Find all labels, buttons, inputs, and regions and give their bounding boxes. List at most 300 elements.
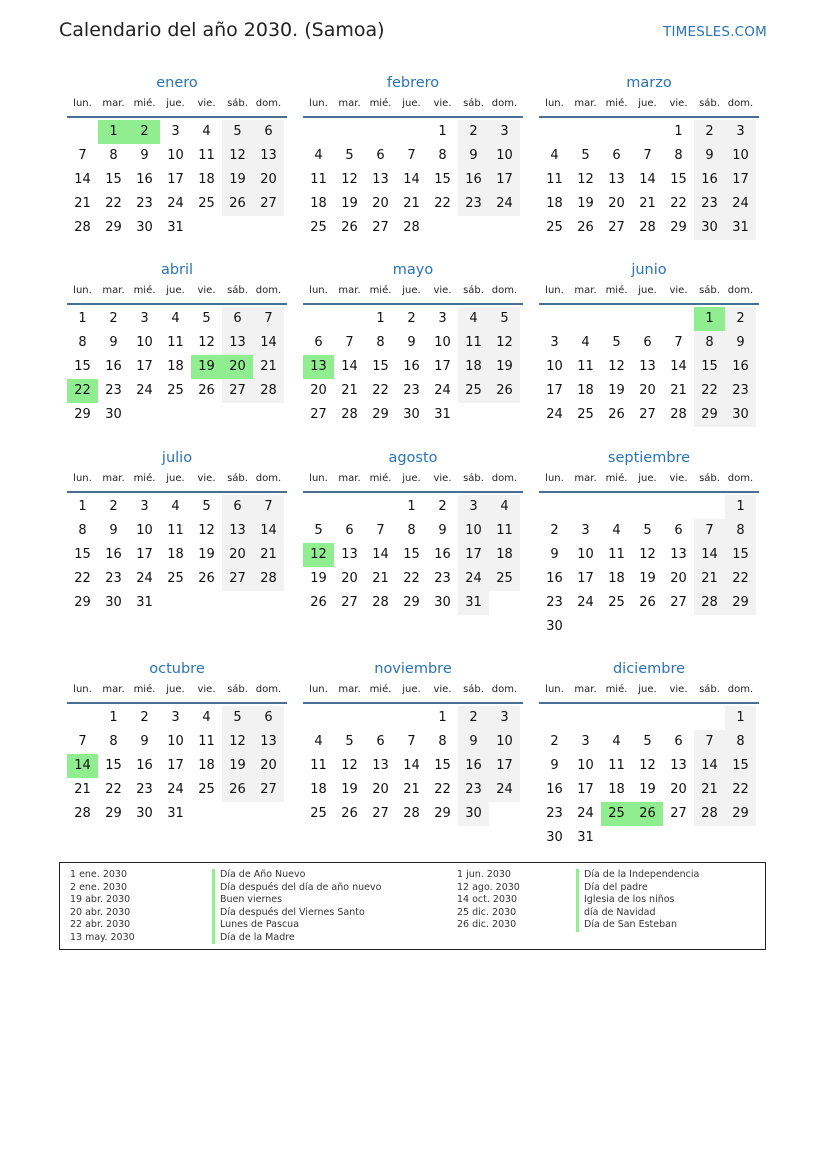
day-cell[interactable]: 13 xyxy=(670,547,687,562)
day-cell[interactable]: 30 xyxy=(725,403,756,427)
day-cell[interactable]: 3 xyxy=(140,311,149,326)
day-cell[interactable]: 9 xyxy=(694,144,725,168)
day-cell[interactable]: 1 xyxy=(78,499,87,514)
day-cell[interactable]: 9 xyxy=(550,547,559,562)
day-cell[interactable]: 24 xyxy=(489,778,520,802)
day-cell[interactable]: 25 xyxy=(198,196,215,211)
day-cell[interactable]: 28 xyxy=(639,220,656,235)
day-cell-holiday[interactable]: 1 xyxy=(694,307,725,331)
day-cell[interactable]: 28 xyxy=(74,220,91,235)
day-cell[interactable]: 4 xyxy=(314,148,323,163)
day-cell[interactable]: 14 xyxy=(341,359,358,374)
day-cell[interactable]: 2 xyxy=(109,499,118,514)
day-cell[interactable]: 25 xyxy=(489,567,520,591)
day-cell[interactable]: 30 xyxy=(694,216,725,240)
day-cell[interactable]: 12 xyxy=(608,359,625,374)
day-cell[interactable]: 17 xyxy=(577,782,594,797)
day-cell[interactable]: 27 xyxy=(341,595,358,610)
day-cell[interactable]: 23 xyxy=(458,192,489,216)
day-cell[interactable]: 23 xyxy=(136,196,153,211)
day-cell[interactable]: 23 xyxy=(725,379,756,403)
day-cell[interactable]: 4 xyxy=(202,124,211,139)
day-cell[interactable]: 4 xyxy=(489,495,520,519)
day-cell[interactable]: 15 xyxy=(372,359,389,374)
day-cell[interactable]: 17 xyxy=(458,543,489,567)
day-cell[interactable]: 6 xyxy=(253,120,284,144)
day-cell[interactable]: 8 xyxy=(674,148,683,163)
day-cell[interactable]: 24 xyxy=(434,383,451,398)
day-cell[interactable]: 15 xyxy=(74,547,91,562)
day-cell[interactable]: 30 xyxy=(546,830,563,845)
day-cell[interactable]: 11 xyxy=(489,519,520,543)
day-cell[interactable]: 30 xyxy=(105,407,122,422)
day-cell[interactable]: 19 xyxy=(310,571,327,586)
day-cell[interactable]: 9 xyxy=(458,730,489,754)
day-cell[interactable]: 7 xyxy=(253,495,284,519)
day-cell[interactable]: 3 xyxy=(458,495,489,519)
day-cell[interactable]: 15 xyxy=(694,355,725,379)
day-cell[interactable]: 10 xyxy=(136,523,153,538)
day-cell[interactable]: 21 xyxy=(403,196,420,211)
day-cell[interactable]: 7 xyxy=(694,519,725,543)
day-cell[interactable]: 7 xyxy=(253,307,284,331)
day-cell[interactable]: 11 xyxy=(310,172,327,187)
day-cell[interactable]: 16 xyxy=(725,355,756,379)
day-cell[interactable]: 6 xyxy=(345,523,354,538)
day-cell[interactable]: 24 xyxy=(546,407,563,422)
day-cell[interactable]: 9 xyxy=(109,523,118,538)
day-cell[interactable]: 29 xyxy=(670,220,687,235)
day-cell[interactable]: 2 xyxy=(140,710,149,725)
day-cell[interactable]: 3 xyxy=(550,335,559,350)
day-cell[interactable]: 29 xyxy=(105,220,122,235)
day-cell[interactable]: 16 xyxy=(434,547,451,562)
day-cell[interactable]: 9 xyxy=(725,331,756,355)
day-cell[interactable]: 10 xyxy=(434,335,451,350)
day-cell[interactable]: 2 xyxy=(407,311,416,326)
day-cell[interactable]: 17 xyxy=(489,754,520,778)
day-cell[interactable]: 5 xyxy=(489,307,520,331)
day-cell[interactable]: 12 xyxy=(222,730,253,754)
day-cell[interactable]: 4 xyxy=(314,734,323,749)
day-cell[interactable]: 9 xyxy=(140,734,149,749)
day-cell[interactable]: 11 xyxy=(167,523,184,538)
day-cell[interactable]: 5 xyxy=(345,734,354,749)
day-cell[interactable]: 16 xyxy=(546,571,563,586)
day-cell[interactable]: 25 xyxy=(198,782,215,797)
day-cell[interactable]: 20 xyxy=(253,168,284,192)
day-cell[interactable]: 25 xyxy=(608,595,625,610)
day-cell[interactable]: 14 xyxy=(372,547,389,562)
day-cell[interactable]: 28 xyxy=(670,407,687,422)
day-cell[interactable]: 17 xyxy=(725,168,756,192)
day-cell[interactable]: 4 xyxy=(458,307,489,331)
day-cell[interactable]: 17 xyxy=(167,758,184,773)
day-cell[interactable]: 1 xyxy=(674,124,683,139)
day-cell[interactable]: 25 xyxy=(310,220,327,235)
day-cell[interactable]: 16 xyxy=(694,168,725,192)
day-cell[interactable]: 10 xyxy=(136,335,153,350)
day-cell[interactable]: 15 xyxy=(105,172,122,187)
day-cell[interactable]: 31 xyxy=(458,591,489,615)
day-cell[interactable]: 6 xyxy=(612,148,621,163)
day-cell[interactable]: 25 xyxy=(458,379,489,403)
day-cell[interactable]: 19 xyxy=(222,168,253,192)
day-cell[interactable]: 14 xyxy=(694,543,725,567)
day-cell[interactable]: 30 xyxy=(136,806,153,821)
day-cell[interactable]: 12 xyxy=(198,523,215,538)
day-cell[interactable]: 19 xyxy=(198,547,215,562)
day-cell-holiday[interactable]: 2 xyxy=(129,120,160,144)
day-cell[interactable]: 19 xyxy=(489,355,520,379)
day-cell[interactable]: 5 xyxy=(314,523,323,538)
day-cell[interactable]: 19 xyxy=(639,782,656,797)
day-cell[interactable]: 12 xyxy=(222,144,253,168)
day-cell[interactable]: 14 xyxy=(670,359,687,374)
day-cell[interactable]: 29 xyxy=(725,591,756,615)
day-cell[interactable]: 25 xyxy=(167,383,184,398)
day-cell[interactable]: 21 xyxy=(372,571,389,586)
day-cell[interactable]: 8 xyxy=(78,335,87,350)
day-cell[interactable]: 14 xyxy=(694,754,725,778)
day-cell[interactable]: 12 xyxy=(577,172,594,187)
day-cell[interactable]: 20 xyxy=(222,543,253,567)
day-cell[interactable]: 23 xyxy=(434,571,451,586)
day-cell[interactable]: 28 xyxy=(341,407,358,422)
day-cell[interactable]: 2 xyxy=(725,307,756,331)
day-cell[interactable]: 8 xyxy=(438,148,447,163)
day-cell[interactable]: 8 xyxy=(407,523,416,538)
day-cell[interactable]: 6 xyxy=(674,523,683,538)
day-cell[interactable]: 6 xyxy=(674,734,683,749)
day-cell[interactable]: 16 xyxy=(105,547,122,562)
day-cell[interactable]: 4 xyxy=(612,734,621,749)
day-cell[interactable]: 26 xyxy=(198,383,215,398)
day-cell[interactable]: 4 xyxy=(550,148,559,163)
day-cell[interactable]: 10 xyxy=(577,547,594,562)
day-cell[interactable]: 31 xyxy=(577,830,594,845)
day-cell[interactable]: 27 xyxy=(253,778,284,802)
day-cell[interactable]: 22 xyxy=(105,782,122,797)
day-cell[interactable]: 5 xyxy=(345,148,354,163)
day-cell-holiday[interactable]: 20 xyxy=(222,355,253,379)
day-cell[interactable]: 13 xyxy=(670,758,687,773)
day-cell[interactable]: 23 xyxy=(546,806,563,821)
day-cell[interactable]: 10 xyxy=(167,734,184,749)
day-cell[interactable]: 12 xyxy=(489,331,520,355)
day-cell[interactable]: 1 xyxy=(438,124,447,139)
day-cell[interactable]: 13 xyxy=(222,519,253,543)
day-cell[interactable]: 7 xyxy=(78,734,87,749)
day-cell[interactable]: 3 xyxy=(725,120,756,144)
day-cell[interactable]: 11 xyxy=(310,758,327,773)
day-cell[interactable]: 15 xyxy=(74,359,91,374)
day-cell[interactable]: 6 xyxy=(222,307,253,331)
day-cell[interactable]: 19 xyxy=(608,383,625,398)
day-cell[interactable]: 29 xyxy=(725,802,756,826)
day-cell[interactable]: 17 xyxy=(167,172,184,187)
day-cell[interactable]: 28 xyxy=(403,220,420,235)
day-cell[interactable]: 20 xyxy=(253,754,284,778)
day-cell[interactable]: 26 xyxy=(222,778,253,802)
day-cell-holiday[interactable]: 13 xyxy=(303,355,334,379)
day-cell[interactable]: 13 xyxy=(639,359,656,374)
day-cell[interactable]: 7 xyxy=(407,734,416,749)
day-cell[interactable]: 2 xyxy=(438,499,447,514)
day-cell[interactable]: 15 xyxy=(670,172,687,187)
day-cell[interactable]: 14 xyxy=(403,758,420,773)
day-cell[interactable]: 3 xyxy=(489,706,520,730)
day-cell[interactable]: 5 xyxy=(612,335,621,350)
day-cell[interactable]: 18 xyxy=(167,359,184,374)
day-cell[interactable]: 11 xyxy=(546,172,563,187)
day-cell[interactable]: 10 xyxy=(167,148,184,163)
day-cell[interactable]: 18 xyxy=(608,571,625,586)
day-cell[interactable]: 2 xyxy=(109,311,118,326)
day-cell[interactable]: 26 xyxy=(341,220,358,235)
day-cell[interactable]: 18 xyxy=(489,543,520,567)
day-cell[interactable]: 30 xyxy=(105,595,122,610)
day-cell[interactable]: 29 xyxy=(74,595,91,610)
day-cell[interactable]: 18 xyxy=(310,196,327,211)
day-cell[interactable]: 28 xyxy=(694,591,725,615)
day-cell[interactable]: 8 xyxy=(109,734,118,749)
day-cell[interactable]: 16 xyxy=(403,359,420,374)
day-cell[interactable]: 12 xyxy=(639,758,656,773)
day-cell[interactable]: 6 xyxy=(314,335,323,350)
day-cell[interactable]: 20 xyxy=(341,571,358,586)
day-cell[interactable]: 2 xyxy=(458,706,489,730)
day-cell[interactable]: 2 xyxy=(694,120,725,144)
day-cell[interactable]: 4 xyxy=(581,335,590,350)
day-cell[interactable]: 10 xyxy=(577,758,594,773)
day-cell-holiday[interactable]: 19 xyxy=(191,355,222,379)
day-cell[interactable]: 13 xyxy=(372,172,389,187)
day-cell[interactable]: 29 xyxy=(74,407,91,422)
day-cell[interactable]: 11 xyxy=(608,547,625,562)
day-cell[interactable]: 26 xyxy=(577,220,594,235)
day-cell[interactable]: 30 xyxy=(546,619,563,634)
day-cell[interactable]: 15 xyxy=(434,758,451,773)
day-cell-holiday[interactable]: 1 xyxy=(98,120,129,144)
day-cell[interactable]: 23 xyxy=(136,782,153,797)
day-cell[interactable]: 22 xyxy=(105,196,122,211)
day-cell[interactable]: 26 xyxy=(198,571,215,586)
day-cell[interactable]: 9 xyxy=(458,144,489,168)
day-cell[interactable]: 26 xyxy=(489,379,520,403)
day-cell[interactable]: 9 xyxy=(109,335,118,350)
day-cell[interactable]: 8 xyxy=(109,148,118,163)
day-cell[interactable]: 17 xyxy=(136,359,153,374)
day-cell[interactable]: 10 xyxy=(489,730,520,754)
day-cell[interactable]: 22 xyxy=(372,383,389,398)
day-cell[interactable]: 10 xyxy=(546,359,563,374)
day-cell[interactable]: 1 xyxy=(78,311,87,326)
day-cell[interactable]: 5 xyxy=(202,499,211,514)
day-cell[interactable]: 28 xyxy=(253,379,284,403)
day-cell-holiday[interactable]: 22 xyxy=(67,379,98,403)
day-cell[interactable]: 21 xyxy=(639,196,656,211)
day-cell[interactable]: 23 xyxy=(403,383,420,398)
day-cell[interactable]: 16 xyxy=(136,172,153,187)
day-cell[interactable]: 19 xyxy=(222,754,253,778)
day-cell[interactable]: 11 xyxy=(198,734,215,749)
day-cell[interactable]: 28 xyxy=(74,806,91,821)
day-cell[interactable]: 27 xyxy=(372,220,389,235)
day-cell[interactable]: 28 xyxy=(372,595,389,610)
day-cell[interactable]: 16 xyxy=(136,758,153,773)
day-cell[interactable]: 28 xyxy=(253,567,284,591)
day-cell-holiday[interactable]: 26 xyxy=(632,802,663,826)
day-cell[interactable]: 27 xyxy=(253,192,284,216)
day-cell[interactable]: 16 xyxy=(546,782,563,797)
day-cell[interactable]: 19 xyxy=(639,571,656,586)
day-cell[interactable]: 24 xyxy=(577,595,594,610)
day-cell[interactable]: 1 xyxy=(407,499,416,514)
day-cell[interactable]: 21 xyxy=(341,383,358,398)
day-cell[interactable]: 16 xyxy=(105,359,122,374)
day-cell[interactable]: 11 xyxy=(458,331,489,355)
day-cell[interactable]: 22 xyxy=(725,778,756,802)
day-cell[interactable]: 25 xyxy=(167,571,184,586)
day-cell[interactable]: 20 xyxy=(372,782,389,797)
day-cell[interactable]: 24 xyxy=(577,806,594,821)
day-cell[interactable]: 3 xyxy=(171,710,180,725)
day-cell[interactable]: 26 xyxy=(608,407,625,422)
day-cell[interactable]: 27 xyxy=(639,407,656,422)
day-cell[interactable]: 17 xyxy=(577,571,594,586)
day-cell[interactable]: 12 xyxy=(341,758,358,773)
day-cell[interactable]: 5 xyxy=(643,523,652,538)
day-cell[interactable]: 28 xyxy=(403,806,420,821)
day-cell[interactable]: 20 xyxy=(372,196,389,211)
day-cell[interactable]: 29 xyxy=(403,595,420,610)
day-cell[interactable]: 8 xyxy=(725,519,756,543)
day-cell[interactable]: 8 xyxy=(725,730,756,754)
day-cell[interactable]: 7 xyxy=(694,730,725,754)
day-cell[interactable]: 29 xyxy=(372,407,389,422)
day-cell[interactable]: 30 xyxy=(458,802,489,826)
day-cell[interactable]: 20 xyxy=(639,383,656,398)
day-cell[interactable]: 25 xyxy=(577,407,594,422)
day-cell[interactable]: 2 xyxy=(458,120,489,144)
day-cell[interactable]: 29 xyxy=(694,403,725,427)
day-cell[interactable]: 7 xyxy=(345,335,354,350)
day-cell[interactable]: 4 xyxy=(202,710,211,725)
day-cell[interactable]: 3 xyxy=(140,499,149,514)
day-cell[interactable]: 19 xyxy=(341,196,358,211)
day-cell[interactable]: 25 xyxy=(546,220,563,235)
day-cell[interactable]: 22 xyxy=(74,571,91,586)
day-cell[interactable]: 16 xyxy=(458,168,489,192)
day-cell[interactable]: 13 xyxy=(341,547,358,562)
day-cell[interactable]: 14 xyxy=(253,519,284,543)
day-cell[interactable]: 3 xyxy=(171,124,180,139)
day-cell[interactable]: 9 xyxy=(438,523,447,538)
day-cell[interactable]: 5 xyxy=(202,311,211,326)
day-cell[interactable]: 24 xyxy=(136,571,153,586)
day-cell-holiday[interactable]: 14 xyxy=(67,754,98,778)
day-cell[interactable]: 14 xyxy=(639,172,656,187)
day-cell[interactable]: 26 xyxy=(341,806,358,821)
day-cell[interactable]: 31 xyxy=(167,806,184,821)
day-cell[interactable]: 18 xyxy=(198,172,215,187)
day-cell[interactable]: 5 xyxy=(643,734,652,749)
day-cell[interactable]: 22 xyxy=(434,782,451,797)
day-cell[interactable]: 27 xyxy=(608,220,625,235)
day-cell[interactable]: 1 xyxy=(376,311,385,326)
day-cell[interactable]: 21 xyxy=(253,355,284,379)
day-cell[interactable]: 22 xyxy=(694,379,725,403)
day-cell[interactable]: 11 xyxy=(608,758,625,773)
day-cell[interactable]: 22 xyxy=(403,571,420,586)
day-cell[interactable]: 6 xyxy=(253,706,284,730)
day-cell[interactable]: 23 xyxy=(694,192,725,216)
day-cell[interactable]: 11 xyxy=(167,335,184,350)
day-cell[interactable]: 2 xyxy=(550,523,559,538)
day-cell[interactable]: 30 xyxy=(434,595,451,610)
day-cell[interactable]: 18 xyxy=(167,547,184,562)
day-cell[interactable]: 18 xyxy=(310,782,327,797)
day-cell[interactable]: 31 xyxy=(434,407,451,422)
day-cell[interactable]: 17 xyxy=(136,547,153,562)
day-cell[interactable]: 8 xyxy=(694,331,725,355)
day-cell[interactable]: 3 xyxy=(438,311,447,326)
day-cell[interactable]: 21 xyxy=(694,567,725,591)
day-cell[interactable]: 10 xyxy=(489,144,520,168)
day-cell[interactable]: 22 xyxy=(434,196,451,211)
day-cell[interactable]: 3 xyxy=(489,120,520,144)
day-cell[interactable]: 18 xyxy=(458,355,489,379)
day-cell[interactable]: 4 xyxy=(171,499,180,514)
day-cell[interactable]: 7 xyxy=(407,148,416,163)
day-cell[interactable]: 26 xyxy=(639,595,656,610)
day-cell[interactable]: 9 xyxy=(140,148,149,163)
day-cell[interactable]: 24 xyxy=(725,192,756,216)
day-cell[interactable]: 18 xyxy=(577,383,594,398)
day-cell[interactable]: 27 xyxy=(222,379,253,403)
day-cell[interactable]: 8 xyxy=(376,335,385,350)
day-cell[interactable]: 21 xyxy=(253,543,284,567)
day-cell[interactable]: 1 xyxy=(725,706,756,730)
day-cell[interactable]: 19 xyxy=(577,196,594,211)
day-cell[interactable]: 20 xyxy=(670,782,687,797)
day-cell[interactable]: 23 xyxy=(105,571,122,586)
day-cell[interactable]: 14 xyxy=(403,172,420,187)
day-cell[interactable]: 21 xyxy=(670,383,687,398)
day-cell[interactable]: 3 xyxy=(581,523,590,538)
day-cell[interactable]: 5 xyxy=(581,148,590,163)
day-cell-holiday[interactable]: 25 xyxy=(601,802,632,826)
day-cell[interactable]: 18 xyxy=(546,196,563,211)
day-cell[interactable]: 1 xyxy=(725,495,756,519)
day-cell[interactable]: 9 xyxy=(550,758,559,773)
day-cell[interactable]: 27 xyxy=(222,567,253,591)
day-cell[interactable]: 18 xyxy=(608,782,625,797)
day-cell[interactable]: 26 xyxy=(310,595,327,610)
day-cell[interactable]: 28 xyxy=(694,802,725,826)
day-cell[interactable]: 17 xyxy=(434,359,451,374)
day-cell[interactable]: 6 xyxy=(643,335,652,350)
day-cell[interactable]: 23 xyxy=(458,778,489,802)
day-cell[interactable]: 30 xyxy=(136,220,153,235)
day-cell[interactable]: 31 xyxy=(136,595,153,610)
day-cell[interactable]: 26 xyxy=(222,192,253,216)
day-cell[interactable]: 16 xyxy=(458,754,489,778)
day-cell[interactable]: 21 xyxy=(74,782,91,797)
day-cell[interactable]: 14 xyxy=(74,172,91,187)
day-cell[interactable]: 22 xyxy=(725,567,756,591)
